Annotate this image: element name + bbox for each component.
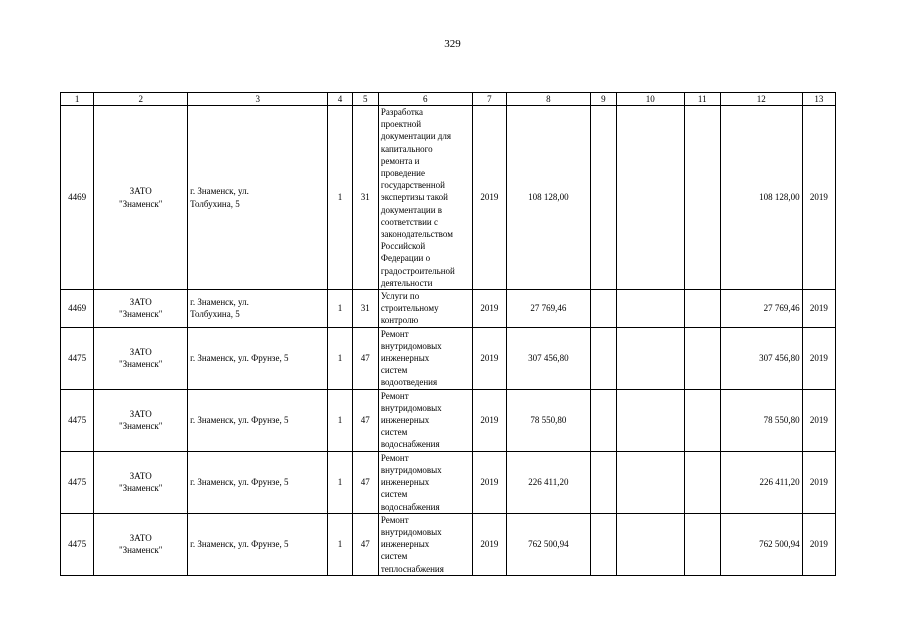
address-line: Толбухина, 5	[190, 198, 240, 209]
work-description-line: Ремонт	[380, 514, 409, 525]
row-id-cell: 4469	[61, 290, 94, 328]
column-11-cell	[684, 327, 720, 389]
work-description-line: соответствии с	[380, 216, 438, 227]
column-10-cell	[616, 290, 684, 328]
address-cell	[188, 451, 328, 513]
amount-total-cell: 27 769,46	[720, 290, 802, 328]
amount-cell: 226 411,20	[507, 451, 591, 513]
work-description-line: ремонта и	[380, 155, 420, 166]
amount-total-cell: 108 128,00	[720, 106, 802, 290]
column-header: 5	[352, 93, 378, 106]
work-description-line: систем	[380, 365, 408, 376]
work-description-line: Услуги по	[380, 291, 420, 302]
column-10-cell	[616, 451, 684, 513]
work-description-line: деятельности	[380, 277, 433, 288]
work-description-line: капитального	[380, 143, 433, 154]
table-row	[61, 290, 836, 328]
column-5-cell: 31	[352, 290, 378, 328]
amount-total-cell: 78 550,80	[720, 389, 802, 451]
year-end-cell: 2019	[802, 327, 835, 389]
column-10-cell	[616, 513, 684, 575]
work-description-line: законодательством	[380, 229, 453, 240]
municipality-line: "Знаменск"	[118, 359, 163, 370]
municipality-line: ЗАТО	[129, 408, 152, 419]
work-description-line: инженерных	[380, 539, 430, 550]
column-11-cell	[684, 451, 720, 513]
work-description-line: водоснабжения	[380, 501, 440, 512]
page-number: 329	[444, 38, 461, 50]
work-description-line: проектной	[380, 119, 422, 130]
address-line: г. Знаменск, ул. Фрунзе, 5	[190, 477, 289, 488]
work-description-line: инженерных	[380, 477, 430, 488]
column-header: 12	[720, 93, 802, 106]
column-9-cell	[590, 327, 616, 389]
work-description-line: контролю	[380, 315, 419, 326]
municipality-line: ЗАТО	[129, 470, 152, 481]
column-header: 11	[684, 93, 720, 106]
table-row	[61, 513, 836, 575]
work-description-line: экспертизы такой	[380, 192, 448, 203]
work-description-line: градостроительной	[380, 265, 455, 276]
address-cell	[188, 106, 328, 290]
column-11-cell	[684, 389, 720, 451]
amount-cell: 27 769,46	[507, 290, 591, 328]
address-cell	[188, 290, 328, 328]
address-line: г. Знаменск, ул.	[190, 186, 249, 197]
column-4-cell: 1	[328, 451, 352, 513]
work-description-line: Ремонт	[380, 452, 409, 463]
municipality-line: ЗАТО	[129, 297, 152, 308]
municipality-line: "Знаменск"	[118, 198, 163, 209]
amount-cell: 108 128,00	[507, 106, 591, 290]
column-9-cell	[590, 513, 616, 575]
column-header: 8	[507, 93, 591, 106]
amount-total-cell: 307 456,80	[720, 327, 802, 389]
table-row	[61, 451, 836, 513]
municipality-line: ЗАТО	[129, 186, 152, 197]
column-header: 2	[94, 93, 188, 106]
work-description-line: внутридомовых	[380, 402, 442, 413]
work-description-line: внутридомовых	[380, 526, 442, 537]
table-row	[61, 327, 836, 389]
amount-total-cell: 762 500,94	[720, 513, 802, 575]
amount-total-cell: 226 411,20	[720, 451, 802, 513]
column-4-cell: 1	[328, 106, 352, 290]
column-header: 3	[188, 93, 328, 106]
address-line: г. Знаменск, ул.	[190, 297, 249, 308]
column-9-cell	[590, 451, 616, 513]
works-table	[60, 92, 836, 576]
work-description-line: систем	[380, 551, 408, 562]
year-cell: 2019	[472, 290, 506, 328]
work-description-line: документации для	[380, 131, 452, 142]
year-end-cell: 2019	[802, 513, 835, 575]
work-description-cell	[378, 389, 472, 451]
column-header: 13	[802, 93, 835, 106]
year-cell: 2019	[472, 513, 506, 575]
column-header: 7	[472, 93, 506, 106]
work-description-line: систем	[380, 427, 408, 438]
address-line: г. Знаменск, ул. Фрунзе, 5	[190, 353, 289, 364]
column-10-cell	[616, 389, 684, 451]
work-description-line: водоотведения	[380, 377, 438, 388]
address-cell	[188, 513, 328, 575]
work-description-line: Ремонт	[380, 328, 409, 339]
work-description-cell	[378, 513, 472, 575]
year-end-cell: 2019	[802, 451, 835, 513]
table-row	[61, 106, 836, 290]
column-5-cell: 47	[352, 451, 378, 513]
work-description-line: инженерных	[380, 415, 430, 426]
column-4-cell: 1	[328, 290, 352, 328]
column-4-cell: 1	[328, 513, 352, 575]
column-11-cell	[684, 290, 720, 328]
column-header: 1	[61, 93, 94, 106]
column-9-cell	[590, 389, 616, 451]
municipality-line: "Знаменск"	[118, 545, 163, 556]
amount-cell: 307 456,80	[507, 327, 591, 389]
municipality-line: "Знаменск"	[118, 421, 163, 432]
work-description-line: внутридомовых	[380, 464, 442, 475]
work-description-line: Ремонт	[380, 390, 409, 401]
municipality-line: "Знаменск"	[118, 309, 163, 320]
municipality-cell	[94, 106, 188, 290]
year-cell: 2019	[472, 451, 506, 513]
municipality-cell	[94, 290, 188, 328]
row-id-cell: 4469	[61, 106, 94, 290]
column-header: 6	[378, 93, 472, 106]
work-description-line: внутридомовых	[380, 340, 442, 351]
year-cell: 2019	[472, 389, 506, 451]
address-line: г. Знаменск, ул. Фрунзе, 5	[190, 539, 289, 550]
year-cell: 2019	[472, 327, 506, 389]
column-10-cell	[616, 106, 684, 290]
work-description-line: Российской	[380, 241, 426, 252]
row-id-cell: 4475	[61, 389, 94, 451]
work-description-line: проведение	[380, 168, 425, 179]
address-cell	[188, 327, 328, 389]
column-5-cell: 47	[352, 513, 378, 575]
work-description-cell	[378, 451, 472, 513]
column-5-cell: 47	[352, 327, 378, 389]
year-cell: 2019	[472, 106, 506, 290]
row-id-cell: 4475	[61, 513, 94, 575]
work-description-line: Федерации о	[380, 253, 431, 264]
year-end-cell: 2019	[802, 106, 835, 290]
column-number-row	[61, 93, 836, 106]
municipality-cell	[94, 389, 188, 451]
work-description-line: государственной	[380, 180, 446, 191]
amount-cell: 762 500,94	[507, 513, 591, 575]
column-5-cell: 47	[352, 389, 378, 451]
work-description-line: документации в	[380, 204, 443, 215]
work-description-line: инженерных	[380, 353, 430, 364]
work-description-line: водоснабжения	[380, 439, 440, 450]
work-description-cell	[378, 327, 472, 389]
work-description-line: систем	[380, 489, 408, 500]
work-description-line: строительному	[380, 303, 439, 314]
column-4-cell: 1	[328, 327, 352, 389]
column-9-cell	[590, 106, 616, 290]
row-id-cell: 4475	[61, 451, 94, 513]
municipality-line: ЗАТО	[129, 533, 152, 543]
work-description-line: Разработка	[380, 107, 424, 117]
column-10-cell	[616, 327, 684, 389]
address-cell	[188, 389, 328, 451]
year-end-cell: 2019	[802, 290, 835, 328]
work-description-cell	[378, 106, 472, 290]
municipality-cell	[94, 451, 188, 513]
amount-cell: 78 550,80	[507, 389, 591, 451]
table-row	[61, 389, 836, 451]
municipality-line: "Знаменск"	[118, 483, 163, 494]
work-description-line: теплоснабжения	[380, 563, 444, 574]
address-line: г. Знаменск, ул. Фрунзе, 5	[190, 415, 289, 426]
column-11-cell	[684, 106, 720, 290]
year-end-cell: 2019	[802, 389, 835, 451]
column-5-cell: 31	[352, 106, 378, 290]
municipality-line: ЗАТО	[129, 346, 152, 357]
municipality-cell	[94, 513, 188, 575]
column-9-cell	[590, 290, 616, 328]
column-11-cell	[684, 513, 720, 575]
column-4-cell: 1	[328, 389, 352, 451]
address-line: Толбухина, 5	[190, 309, 240, 320]
column-header: 10	[616, 93, 684, 106]
municipality-cell	[94, 327, 188, 389]
row-id-cell: 4475	[61, 327, 94, 389]
table-body	[61, 93, 836, 576]
work-description-cell	[378, 290, 472, 328]
column-header: 4	[328, 93, 352, 106]
column-header: 9	[590, 93, 616, 106]
